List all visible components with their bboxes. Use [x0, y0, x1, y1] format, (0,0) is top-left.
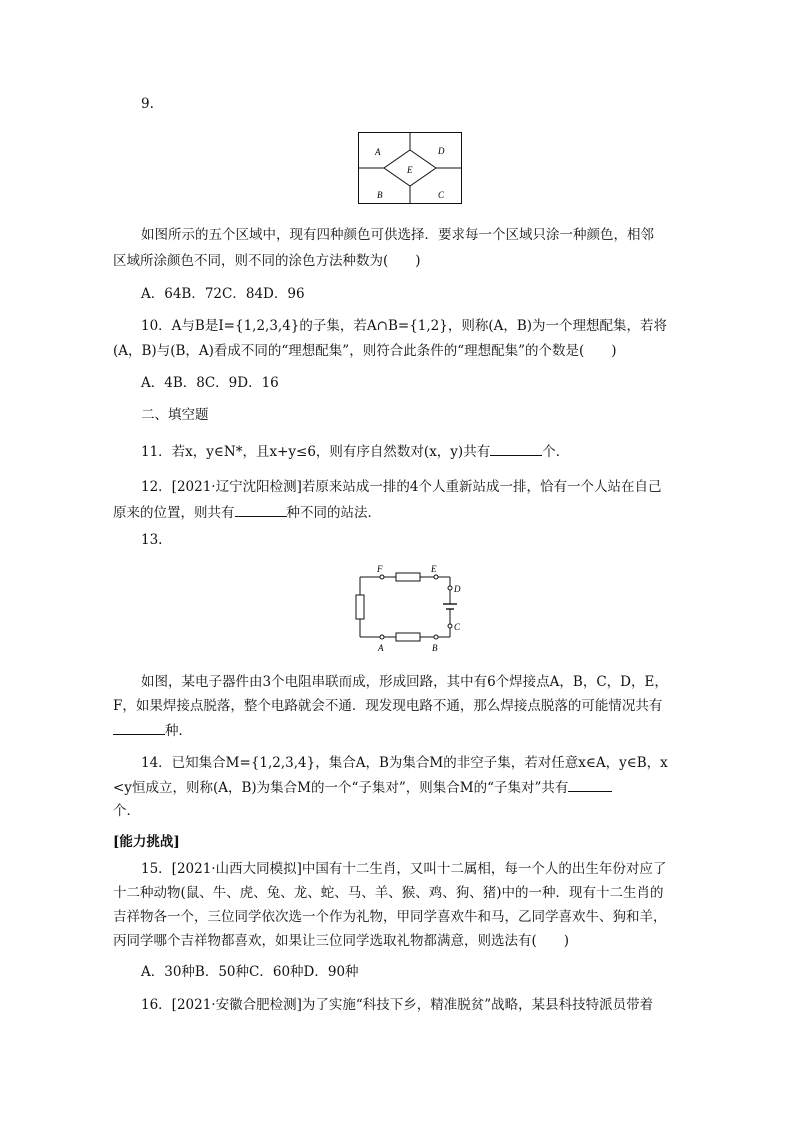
q10-options: A．4B．8C．9D．16: [141, 375, 279, 391]
q9-options: A．64B．72C．84D．96: [141, 286, 305, 302]
q11-line: [141, 441, 569, 462]
q10-line-1: 10．A与B是I={1,2,3,4}的子集，若A∩B={1,2}，则称(A，B)为一个理想配集，若将: [141, 318, 668, 334]
q14-line-2: [113, 777, 612, 798]
solder-point-b: [434, 635, 438, 639]
solder-point-f: [380, 575, 384, 579]
q12-text-before: 原来的位置，则共有: [113, 505, 235, 521]
region-e-label: E: [407, 165, 413, 175]
q11-answer-blank[interactable]: [490, 441, 542, 456]
solder-point-c: [448, 624, 452, 628]
q16-line-1: 16．[2021·安徽合肥检测]为了实施“科技下乡，精准脱贫”战略，某县科技特派员带着: [141, 997, 654, 1013]
region-c-label: C: [438, 190, 445, 200]
q15-line-4: 丙同学哪个吉祥物都喜欢，如果让三位同学选取礼物都满意，则选法有( ): [113, 933, 570, 949]
q14-line-1: 14．已知集合M={1,2,3,4}，集合A，B为集合M的非空子集，若对任意x∈A，y∈B，x: [141, 755, 668, 771]
q13-number: 13.: [141, 532, 163, 548]
circuit-label-c: C: [454, 622, 461, 632]
region-d-label: D: [438, 146, 445, 156]
q12-text-after: 种不同的站法．: [286, 505, 381, 521]
resistor-top: [396, 573, 420, 581]
q15-options: A．30种B．50种C．60种D．90种: [141, 964, 359, 980]
q9-number: 9.: [141, 96, 154, 112]
circuit-label-a: A: [378, 643, 384, 653]
circuit-label-f: F: [377, 564, 383, 574]
resistor-left: [356, 595, 364, 619]
q15-line-3: 吉祥物各一个，三位同学依次选一个作为礼物，甲同学喜欢牛和马，乙同学喜欢牛、狗和羊，: [113, 909, 667, 925]
region-b-label: B: [377, 190, 383, 200]
q13-line-2: F，如果焊接点脱落，整个电路就会不通．现发现电路不通，那么焊接点脱落的可能情况共有: [113, 698, 663, 714]
q14-text-before: <y恒成立，则称(A，B)为集合M的一个“子集对”，则集合M的“子集对”共有: [113, 780, 569, 796]
q9-region-figure: [358, 132, 462, 204]
circuit-label-b: B: [432, 643, 438, 653]
q11-text-before: 11．若x，y∈N*，且x+y≤6，则有序自然数对(x，y)共有: [141, 444, 491, 460]
q12-line-2: [113, 502, 381, 523]
q13-line-3: [113, 720, 192, 741]
solder-point-a: [380, 635, 384, 639]
q9-line-2: 区域所涂颜色不同，则不同的涂色方法种数为( ): [113, 253, 421, 269]
q15-line-1: 15．[2021·山西大同模拟]中国有十二生肖，又叫十二属相，每一个人的出生年份对应了: [141, 861, 667, 877]
q13-line-1: 如图，某电子器件由3个电阻串联而成，形成回路，其中有6个焊接点A，B，C，D，E，: [141, 674, 668, 690]
q9-line-1: 如图所示的五个区域中，现有四种颜色可供选择．要求每一个区域只涂一种颜色，相邻: [141, 227, 654, 243]
q13-answer-blank[interactable]: [113, 720, 165, 735]
q12-line-1: 12．[2021·辽宁沈阳检测]若原来站成一排的4个人重新站成一排，恰有一个人站在自己: [141, 479, 662, 495]
region-a-label: A: [375, 147, 381, 157]
q15-line-2: 十二种动物(鼠、牛、虎、兔、龙、蛇、马、羊、猴、鸡、狗、猪)中的一种．现有十二生肖的: [113, 885, 664, 901]
solder-point-d: [448, 586, 452, 590]
section-fill-in-title: 二、填空题: [141, 407, 209, 423]
q14-line-3: 个．: [113, 803, 140, 819]
q11-text-after: 个．: [542, 444, 570, 460]
q13-text-after: 种．: [165, 723, 192, 739]
circuit-label-d: D: [454, 584, 461, 594]
q10-line-2: (A，B)与(B，A)看成不同的“理想配集”，则符合此条件的“理想配集”的个数是( ): [113, 343, 617, 359]
challenge-title: [能力挑战]: [113, 834, 180, 850]
resistor-bottom: [396, 633, 420, 641]
q14-answer-blank[interactable]: [568, 777, 612, 792]
solder-point-e: [434, 575, 438, 579]
q12-answer-blank[interactable]: [235, 502, 287, 517]
q13-circuit-figure: [352, 562, 468, 656]
circuit-label-e: E: [431, 564, 437, 574]
